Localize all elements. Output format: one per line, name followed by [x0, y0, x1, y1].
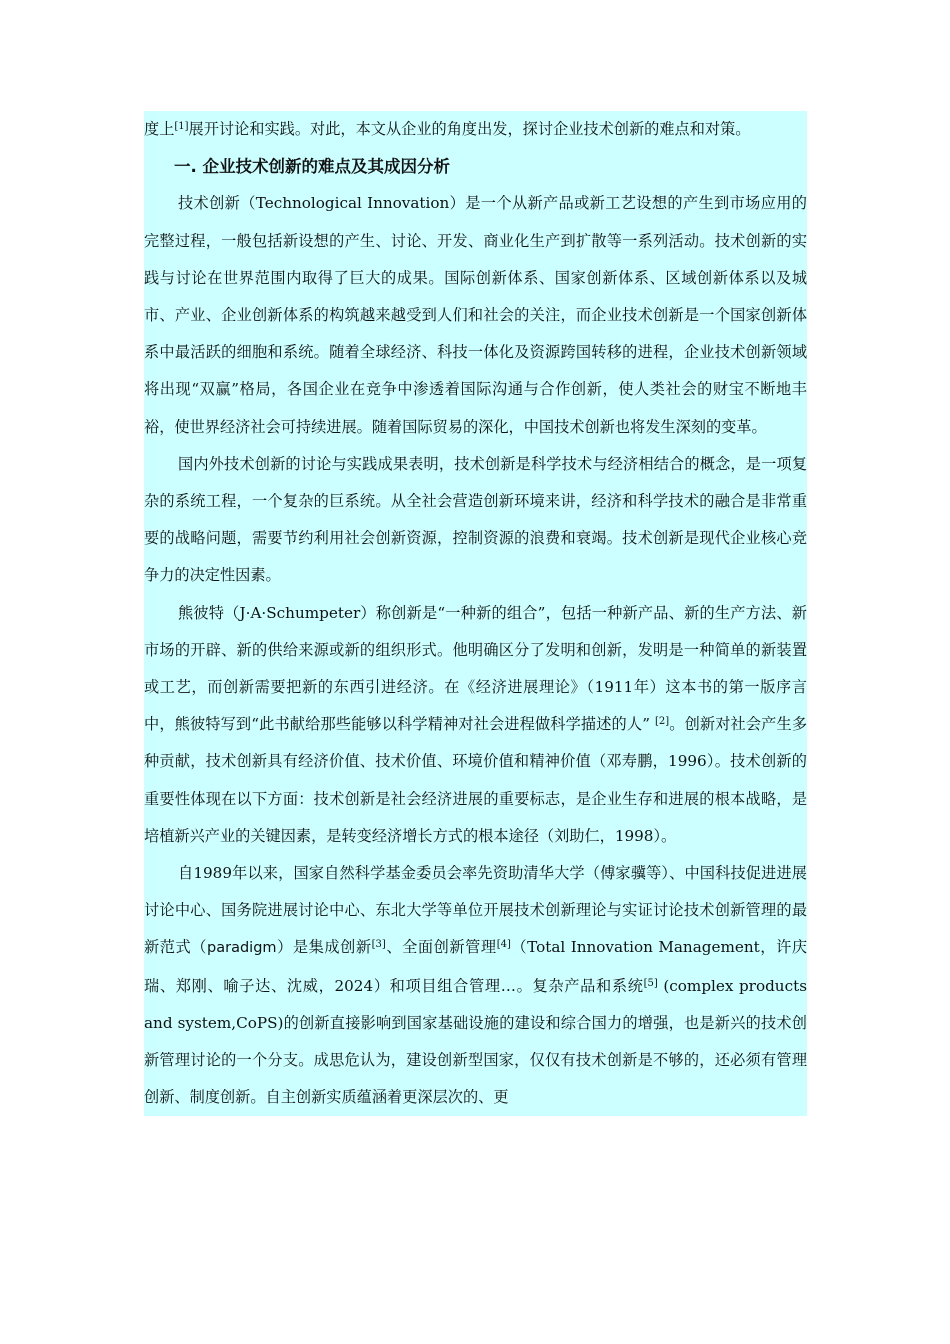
text-run: 度上: [144, 120, 175, 138]
text-run: 、全面创新管理: [385, 938, 497, 957]
paragraph: [144, 595, 807, 855]
text-run: 自1989年以来，国家自然科学基金委员会率先资助清华大学（傅家骥等）、中国科技促进进展讨论中心、国务院进展讨论中心、东北大学等单位开展技术创新理论与实证讨论技术创新管理的最新范式（: [144, 864, 807, 957]
text-run: (complex products and system,CoPS)的创新直接影响到国家基础设施的建设和综合国力的增强，也是新兴的技术创新管理讨论的一个分支。成思危认为，建设创新型国家，仅仅有技术创新是不够的，还必须有管理创新、制度创新。自主创新实质蕴涵着更深层次的、更: [144, 976, 807, 1107]
citation-ref[interactable]: [5]: [643, 977, 658, 989]
paragraph: [144, 855, 807, 1116]
text-run: ）是集成创新: [276, 938, 372, 957]
citation-ref[interactable]: [1]: [174, 121, 189, 132]
paragraph: 国内外技术创新的讨论与实践成果表明，技术创新是科学技术与经济相结合的概念，是一项复杂的系统工程，一个复杂的巨系统。从全社会营造创新环境来讲，经济和科学技术的融合是非常重要的战略问题，需要节约利用社会创新资源，控制资源的浪费和衰竭。技术创新是现代企业核心竞争力的决定性因素。: [144, 454, 807, 585]
text-run: 展开讨论和实践。对此，本文从企业的角度出发，探讨企业技术创新的难点和对策。: [188, 120, 751, 138]
term-paradigm: paradigm: [207, 940, 277, 957]
text-run: （Total Innovation Management，许庆瑞、郑刚、喻子达、沈威，2024）和项目组合管理…。复杂产品和系统: [144, 938, 808, 995]
text-run: 。创新对社会产生多种贡献，技术创新具有经济价值、技术价值、环境价值和精神价值（邓寿鹏，1996）。技术创新的重要性体现在以下方面：技术创新是社会经济进展的重要标志，是企业生存和进展的根本战略，是培植新兴产业的关键因素，是转变经济增长方式的根本途径（刘助仁，1998）。: [144, 715, 808, 845]
paragraph: 技术创新（Technological Innovation）是一个从新产品或新工艺设想的产生到市场应用的完整过程，一般包括新设想的产生、讨论、开发、商业化生产到扩散等一系列活动。技术创新的实践与讨论在世界范围内取得了巨大的成果。国际创新体系、国家创新体系、区域创新体系以及城市、产业、企业创新体系的构筑越来越受到人们和社会的关注，而企业技术创新是一个国家创新体系中最活跃的细胞和系统。随着全球经济、科技一体化及资源跨国转移的进程，企业技术创新领域将出现“双赢”格局，各国企业在竞争中渗透着国际沟通与合作创新，使人类社会的财宝不断地丰裕，使世界经济社会可持续进展。随着国际贸易的深化，中国技术创新也将发生深刻的变革。: [144, 194, 807, 436]
document-body: [144, 111, 807, 1116]
text-run: 熊彼特（J·A·Schumpeter）称创新是“一种新的组合”，包括一种新产品、新的生产方法、新市场的开辟、新的供给来源或新的组织形式。他明确区分了发明和创新，发明是一种简单的新装置或工艺，而创新需要把新的东西引进经济。在《经济进展理论》（1911年）这本书的第一版序言中，熊彼特写到“此书献给那些能够以科学精神对社会进程做科学描述的人”: [144, 603, 807, 734]
section-heading: 一. 企业技术创新的难点及其成因分析: [174, 157, 451, 177]
citation-ref[interactable]: [2]: [654, 716, 670, 728]
citation-ref[interactable]: [3]: [371, 939, 386, 951]
citation-ref[interactable]: [4]: [496, 939, 511, 951]
paragraph-continuation: [144, 111, 807, 148]
